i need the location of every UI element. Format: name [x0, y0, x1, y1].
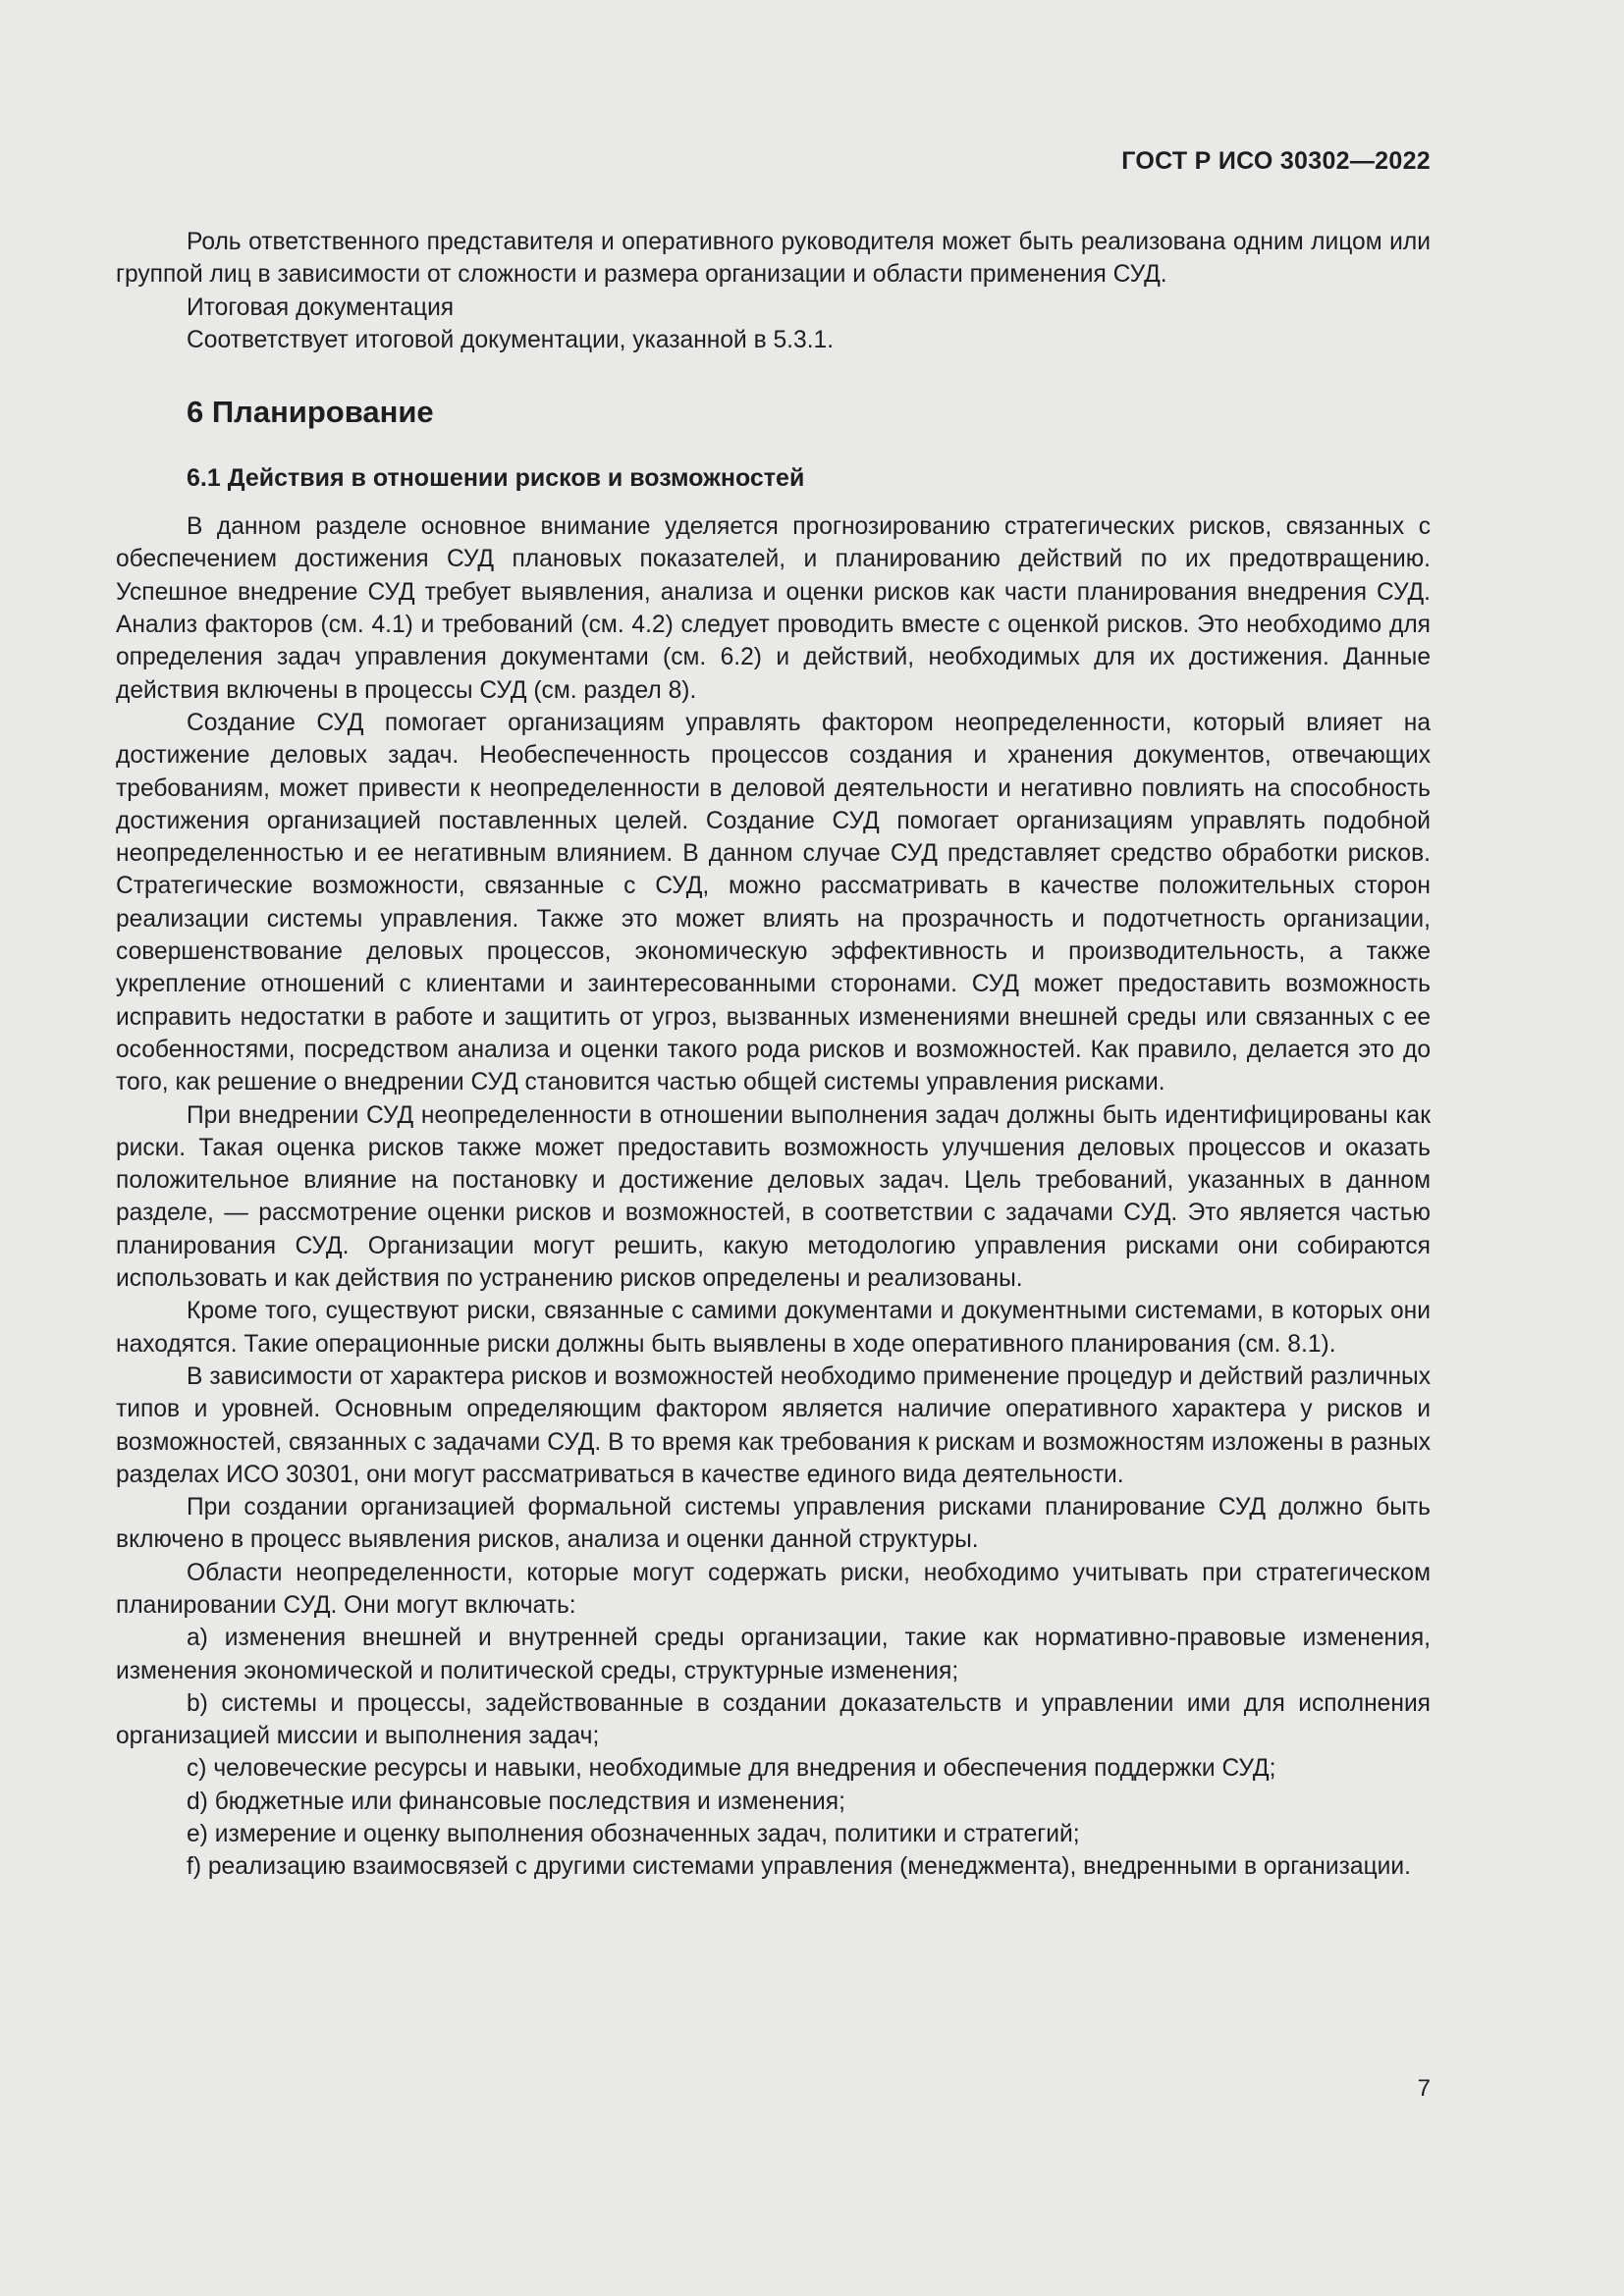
- intro-paragraph: Роль ответственного представителя и оперативного руководителя может быть реализована одним лицом или группой лиц в зависимости от сложности и размера организации и области применения СУД.: [116, 229, 1431, 289]
- body-paragraph: В данном разделе основное внимание уделяется прогнозированию стратегических рисков, связанных с обеспечением достижения СУД плановых показателей, и планированию действий по их предотвращению. Успешное внедрение СУД требует выявления, анализа и оценки рисков как части планирования внедрения СУД. Анализ факторов (см. 4.1) и требований (см. 4.2) следует проводить вместе с оценкой рисков. Это необходимо для определения задач управления документами (см. 6.2) и действий, необходимых для их достижения. Данные действия включены в процессы СУД (см. раздел 8).: [116, 513, 1431, 704]
- page-number: 7: [1417, 2075, 1431, 2102]
- list-item: d) бюджетные или финансовые последствия и изменения;: [187, 1788, 845, 1815]
- subsection-title: 6.1 Действия в отношении рисков и возможностей: [187, 464, 805, 493]
- list-item: a) изменения внешней и внутренней среды организации, такие как нормативно-правовые изменения, изменения экономической и политической среды, структурные изменения;: [116, 1625, 1431, 1684]
- page-content: [116, 226, 1431, 1884]
- list-item: c) человеческие ресурсы и навыки, необходимые для внедрения и обеспечения поддержки СУД;: [187, 1755, 1276, 1783]
- body-paragraph: Области неопределенности, которые могут содержать риски, необходимо учитывать при стратегическом планировании СУД. Они могут включать:: [116, 1559, 1431, 1619]
- body-paragraph: При создании организацией формальной системы управления рисками планирование СУД должно быть включено в процесс выявления рисков, анализа и оценки данной структуры.: [116, 1494, 1431, 1554]
- body-paragraph: Создание СУД помогает организациям управлять фактором неопределенности, который влияет на достижение деловых задач. Необеспеченность процессов создания и хранения документов, отвечающих требованиям, может привести к неопределенности в деловой деятельности и негативно повлиять на способность достижения организацией поставленных целей. Создание СУД помогает организациям управлять подобной неопределенностью и ее негативным влиянием. В данном случае СУД представляет средство обработки рисков. Стратегические возможности, связанные с СУД, можно рассматривать в качестве положительных сторон реализации системы управления. Также это может влиять на прозрачность и подотчетность организации, совершенствование деловых процессов, экономическую эффективность и производительность, а также укрепление отношений с клиентами и заинтересованными сторонами. СУД может предоставить возможность исправить недостатки в работе и защитить от угроз, вызванных изменениями внешней среды или связанных с ее особенностями, посредством анализа и оценки такого рода рисков и возможностей. Как правило, делается это до того, как решение о внедрении СУД становится частью общей системы управления рисками.: [116, 709, 1431, 1096]
- body-paragraph: В зависимости от характера рисков и возможностей необходимо применение процедур и действий различных типов и уровней. Основным определяющим фактором является наличие оперативного характера у рисков и возможностей, связанных с задачами СУД. В то время как требования к рискам и возможностям изложены в разных разделах ИСО 30301, они могут рассматриваться в качестве единого вида деятельности.: [116, 1362, 1431, 1488]
- intro-paragraph: Итоговая документация: [187, 294, 455, 321]
- list-item: e) измерение и оценку выполнения обозначенных задач, политики и стратегий;: [187, 1821, 1080, 1848]
- list-item: b) системы и процессы, задействованные в создании доказательств и управлении ими для исполнения организацией миссии и выполнения задач;: [116, 1689, 1431, 1750]
- body-paragraph: Кроме того, существуют риски, связанные с самими документами и документными системами, в которых они находятся. Такие операционные риски должны быть выявлены в ходе оперативного планирования (см. 8.1).: [116, 1298, 1431, 1358]
- document-code: ГОСТ Р ИСО 30302—2022: [1121, 147, 1431, 175]
- intro-paragraph: Соответствует итоговой документации, указанной в 5.3.1.: [187, 326, 835, 353]
- list-item: f) реализацию взаимосвязей с другими системами управления (менеджмента), внедренными в организации.: [187, 1853, 1411, 1881]
- section-title: 6 Планирование: [187, 395, 434, 430]
- body-paragraph: При внедрении СУД неопределенности в отношении выполнения задач должны быть идентифицированы как риски. Такая оценка рисков также может предоставить возможность улучшения деловых процессов и оказать положительное влияние на постановку и достижение деловых задач. Цель требований, указанных в данном разделе, — рассмотрение оценки рисков и возможностей, в соответствии с задачами СУД. Это является частью планирования СУД. Организации могут решить, какую методологию управления рисками они собираются использовать и как действия по устранению рисков определены и реализованы.: [116, 1101, 1431, 1293]
